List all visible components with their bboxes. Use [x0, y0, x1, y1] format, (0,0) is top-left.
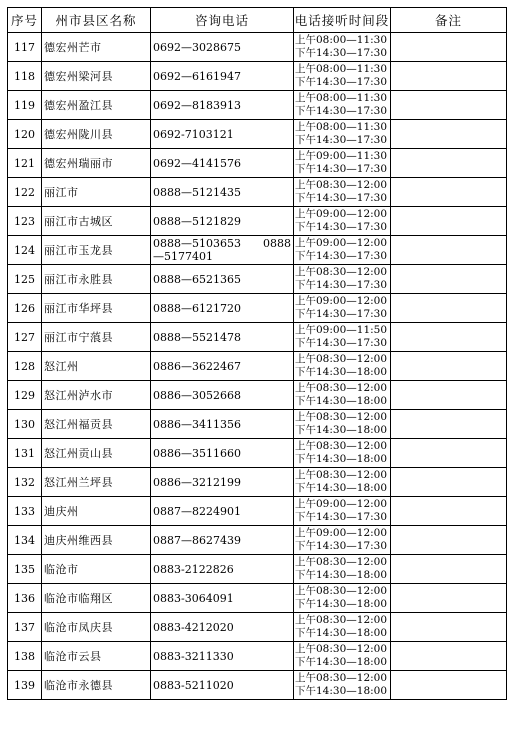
hours-cell [294, 671, 391, 700]
table-row [8, 352, 507, 381]
region-cell: 临沧市永德县 [42, 671, 151, 700]
table-row [8, 381, 507, 410]
hours-cell [294, 207, 391, 236]
hours-am: 上午08:30—12:00 [295, 439, 388, 452]
hours-pm: 下午14:30—17:30 [295, 134, 388, 146]
hours-pm: 下午14:30—17:30 [295, 221, 388, 233]
hours-am: 上午09:00—12:00 [295, 236, 388, 249]
hours-am: 上午08:30—12:00 [295, 178, 388, 191]
phone-cell: 0888—6121720 [151, 294, 294, 323]
hours-am: 上午08:30—12:00 [295, 352, 388, 365]
table-row [8, 584, 507, 613]
seq-cell: 138 [8, 642, 42, 671]
table-row [8, 671, 507, 700]
hours-cell [294, 642, 391, 671]
hours-cell [294, 265, 391, 294]
seq-cell: 127 [8, 323, 42, 352]
region-cell: 德宏州瑞丽市 [42, 149, 151, 178]
seq-cell: 122 [8, 178, 42, 207]
note-cell [391, 410, 507, 439]
note-cell [391, 352, 507, 381]
hours-cell [294, 584, 391, 613]
hours-pm: 下午14:30—18:00 [295, 656, 388, 668]
hours-cell [294, 468, 391, 497]
table-row [8, 439, 507, 468]
hours-am: 上午08:30—12:00 [295, 555, 388, 568]
seq-cell: 119 [8, 91, 42, 120]
table-header [8, 8, 507, 33]
hours-cell [294, 91, 391, 120]
phone-cell: 0888—5121435 [151, 178, 294, 207]
header-row [8, 8, 507, 33]
table-row [8, 555, 507, 584]
region-cell: 怒江州 [42, 352, 151, 381]
region-cell: 德宏州盈江县 [42, 91, 151, 120]
table-row [8, 410, 507, 439]
table-body [8, 33, 507, 700]
hours-pm: 下午14:30—18:00 [295, 424, 388, 436]
hours-cell [294, 555, 391, 584]
hours-am: 上午08:30—12:00 [295, 265, 388, 278]
hours-am: 上午08:30—12:00 [295, 584, 388, 597]
hours-pm: 下午14:30—18:00 [295, 598, 388, 610]
hours-cell [294, 33, 391, 62]
hours-am: 上午08:00—11:30 [295, 91, 388, 104]
note-cell [391, 265, 507, 294]
table-row [8, 265, 507, 294]
region-cell: 怒江州贡山县 [42, 439, 151, 468]
table-row [8, 294, 507, 323]
header-region: 州市县区名称 [42, 8, 151, 33]
region-cell: 临沧市凤庆县 [42, 613, 151, 642]
table-row [8, 120, 507, 149]
hours-pm: 下午14:30—18:00 [295, 395, 388, 407]
region-cell: 丽江市古城区 [42, 207, 151, 236]
table-row [8, 207, 507, 236]
region-cell: 临沧市云县 [42, 642, 151, 671]
hours-am: 上午08:00—11:30 [295, 62, 388, 75]
table-row [8, 149, 507, 178]
note-cell [391, 323, 507, 352]
region-cell: 临沧市临翔区 [42, 584, 151, 613]
hours-pm: 下午14:30—17:30 [295, 250, 388, 262]
hours-cell [294, 439, 391, 468]
phone-cell: 0692—4141576 [151, 149, 294, 178]
region-cell: 迪庆州维西县 [42, 526, 151, 555]
phone-cell: 0886—3411356 [151, 410, 294, 439]
hours-am: 上午09:00—12:00 [295, 526, 388, 539]
phone-cell: 0886—3212199 [151, 468, 294, 497]
note-cell [391, 294, 507, 323]
phone-cell: 0888—6521365 [151, 265, 294, 294]
seq-cell: 135 [8, 555, 42, 584]
header-note: 备注 [391, 8, 507, 33]
header-seq: 序号 [8, 8, 42, 33]
seq-cell: 139 [8, 671, 42, 700]
region-cell: 迪庆州 [42, 497, 151, 526]
hours-pm: 下午14:30—18:00 [295, 627, 388, 639]
note-cell [391, 584, 507, 613]
hours-cell [294, 178, 391, 207]
hours-am: 上午08:30—12:00 [295, 468, 388, 481]
hours-am: 上午08:30—12:00 [295, 410, 388, 423]
table-row [8, 236, 507, 265]
table-row [8, 178, 507, 207]
hours-pm: 下午14:30—18:00 [295, 366, 388, 378]
hours-pm: 下午14:30—17:30 [295, 163, 388, 175]
region-cell: 丽江市玉龙县 [42, 236, 151, 265]
note-cell [391, 91, 507, 120]
phone-cell: 0883-3211330 [151, 642, 294, 671]
note-cell [391, 642, 507, 671]
region-cell: 德宏州芒市 [42, 33, 151, 62]
phone-cell: 0886—3511660 [151, 439, 294, 468]
table-row [8, 62, 507, 91]
hours-cell [294, 497, 391, 526]
note-cell [391, 207, 507, 236]
seq-cell: 128 [8, 352, 42, 381]
hours-am: 上午09:00—12:00 [295, 207, 388, 220]
note-cell [391, 671, 507, 700]
phone-cell: 0692-7103121 [151, 120, 294, 149]
hours-am: 上午09:00—12:00 [295, 497, 388, 510]
phone-cell: 0886—3622467 [151, 352, 294, 381]
hours-am: 上午09:00—12:00 [295, 294, 388, 307]
region-cell: 怒江州福贡县 [42, 410, 151, 439]
hours-pm: 下午14:30—18:00 [295, 569, 388, 581]
phone-cell: 0888—5121829 [151, 207, 294, 236]
hours-cell [294, 236, 391, 265]
seq-cell: 126 [8, 294, 42, 323]
note-cell [391, 33, 507, 62]
note-cell [391, 613, 507, 642]
seq-cell: 117 [8, 33, 42, 62]
table-row [8, 526, 507, 555]
hours-pm: 下午14:30—17:30 [295, 540, 388, 552]
hours-am: 上午09:00—11:30 [295, 149, 388, 162]
seq-cell: 136 [8, 584, 42, 613]
hours-cell [294, 149, 391, 178]
table-row [8, 323, 507, 352]
note-cell [391, 120, 507, 149]
phone-cell: 0887—8224901 [151, 497, 294, 526]
hours-am: 上午08:00—11:30 [295, 33, 388, 46]
region-cell: 德宏州梁河县 [42, 62, 151, 91]
hours-cell [294, 410, 391, 439]
hours-pm: 下午14:30—17:30 [295, 192, 388, 204]
note-cell [391, 62, 507, 91]
table-row [8, 33, 507, 62]
phone-cell: 0692—6161947 [151, 62, 294, 91]
table-row [8, 613, 507, 642]
phone-cell: 0886—3052668 [151, 381, 294, 410]
note-cell [391, 468, 507, 497]
note-cell [391, 439, 507, 468]
phone-cell: 0692—8183913 [151, 91, 294, 120]
hours-pm: 下午14:30—17:30 [295, 105, 388, 117]
hours-cell [294, 294, 391, 323]
note-cell [391, 555, 507, 584]
region-cell: 丽江市华坪县 [42, 294, 151, 323]
seq-cell: 129 [8, 381, 42, 410]
hours-pm: 下午14:30—17:30 [295, 511, 388, 523]
header-phone: 咨询电话 [151, 8, 294, 33]
table-row [8, 497, 507, 526]
seq-cell: 133 [8, 497, 42, 526]
region-cell: 怒江州兰坪县 [42, 468, 151, 497]
region-cell: 怒江州泸水市 [42, 381, 151, 410]
note-cell [391, 497, 507, 526]
region-cell: 丽江市 [42, 178, 151, 207]
seq-cell: 132 [8, 468, 42, 497]
hotline-table [7, 7, 507, 700]
hours-pm: 下午14:30—18:00 [295, 685, 388, 697]
hours-cell [294, 381, 391, 410]
hours-am: 上午08:30—12:00 [295, 671, 388, 684]
note-cell [391, 381, 507, 410]
table-row [8, 91, 507, 120]
seq-cell: 121 [8, 149, 42, 178]
hours-cell [294, 62, 391, 91]
hours-cell [294, 352, 391, 381]
seq-cell: 134 [8, 526, 42, 555]
hours-cell [294, 526, 391, 555]
hours-pm: 下午14:30—17:30 [295, 337, 388, 349]
phone-cell: 0883-2122826 [151, 555, 294, 584]
hours-cell [294, 120, 391, 149]
note-cell [391, 526, 507, 555]
seq-cell: 118 [8, 62, 42, 91]
hours-pm: 下午14:30—18:00 [295, 482, 388, 494]
region-cell: 丽江市宁蒗县 [42, 323, 151, 352]
seq-cell: 120 [8, 120, 42, 149]
phone-cell: 0883-4212020 [151, 613, 294, 642]
note-cell [391, 236, 507, 265]
region-cell: 德宏州陇川县 [42, 120, 151, 149]
note-cell [391, 178, 507, 207]
phone-cell: 0883-3064091 [151, 584, 294, 613]
hours-pm: 下午14:30—17:30 [295, 76, 388, 88]
hours-pm: 下午14:30—17:30 [295, 47, 388, 59]
hours-pm: 下午14:30—18:00 [295, 453, 388, 465]
table-row [8, 468, 507, 497]
header-hours: 电话接听时间段 [294, 8, 391, 33]
hours-am: 上午08:30—12:00 [295, 642, 388, 655]
hours-am: 上午09:00—11:50 [295, 323, 388, 336]
hours-pm: 下午14:30—17:30 [295, 279, 388, 291]
table-row [8, 642, 507, 671]
seq-cell: 130 [8, 410, 42, 439]
seq-cell: 125 [8, 265, 42, 294]
phone-cell: 0888—5521478 [151, 323, 294, 352]
note-cell [391, 149, 507, 178]
hours-cell [294, 613, 391, 642]
phone-cell: 0887—8627439 [151, 526, 294, 555]
hours-am: 上午08:00—11:30 [295, 120, 388, 133]
seq-cell: 131 [8, 439, 42, 468]
hours-pm: 下午14:30—17:30 [295, 308, 388, 320]
phone-cell: 0888—5103653 0888—5177401 [151, 236, 294, 265]
seq-cell: 123 [8, 207, 42, 236]
region-cell: 临沧市 [42, 555, 151, 584]
seq-cell: 124 [8, 236, 42, 265]
hours-cell [294, 323, 391, 352]
seq-cell: 137 [8, 613, 42, 642]
hours-am: 上午08:30—12:00 [295, 613, 388, 626]
phone-cell: 0692—3028675 [151, 33, 294, 62]
hours-am: 上午08:30—12:00 [295, 381, 388, 394]
phone-cell: 0883-5211020 [151, 671, 294, 700]
region-cell: 丽江市永胜县 [42, 265, 151, 294]
